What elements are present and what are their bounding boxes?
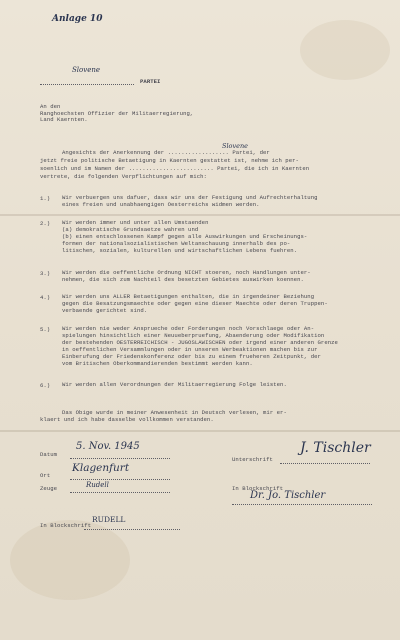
item-line: Einberufung der Friedenskonferenz oder bis zu einem frueheren Zeitpunkt, der: [62, 353, 321, 360]
item-line: Wir werden nie weder Ansprueche oder Forderungen noch Vorschlaege oder An-: [62, 325, 315, 332]
paper-stain: [10, 520, 130, 600]
intro-party-handwritten: Slovene: [222, 142, 248, 150]
header-party-handwritten: Slovene: [72, 66, 100, 74]
item-line: (a) demokratische Grundsaetze wahren und: [62, 226, 199, 233]
date-label: Datum: [40, 451, 58, 458]
intro-line: jetzt freie politische Betaetigung in Kaernten gestattet ist, nehme ich per-: [40, 157, 299, 164]
item-line: spielungen hinsichtlich einer Neuueberpruefung, Abaenderung oder Modifikation: [62, 332, 325, 339]
witness-line: [70, 492, 170, 493]
signature-line: [280, 463, 370, 464]
item-line: Wir verbuergen uns dafuer, dass wir uns der Festigung und Aufrechterhaltung: [62, 194, 318, 201]
item-number: 5.): [40, 326, 51, 333]
signer-signature: J. Tischler: [300, 440, 371, 456]
item-line: vom Britischen Oberkommandierenden bestimmt werden kann.: [62, 360, 253, 367]
witness-signature: Rudell: [86, 481, 109, 489]
item-number: 2.): [40, 220, 51, 227]
paper-fold: [0, 430, 400, 432]
item-line: verbaende gerichtet sind.: [62, 307, 148, 314]
recipient-line: Land Kaernten.: [40, 116, 88, 124]
recipient-line: Ranghoechsten Offizier der Militaerregierung,: [40, 109, 194, 117]
block-letters-label: In Blockschrift: [40, 522, 92, 529]
header-party-word: PARTEI: [140, 78, 161, 85]
item-line: der bestehenden OESTERREICHISCH - JUGOSLAWISCHEN oder irgend einer anderen Grenze: [62, 339, 338, 346]
item-line: formen der nationalsozialistischen Weltanschauung innerhalb des po-: [62, 240, 291, 247]
intro-line: Angesichts der Anerkennung der .................. Partei, der: [62, 149, 270, 156]
intro-line: soenlich und im Namen der ......................... Partei, die ich in Kaernten: [40, 165, 310, 172]
item-line: Wir werden immer und unter allen Umstaenden: [62, 219, 209, 226]
item-line: nehmen, die sich zum Nachteil des besetzten Gebietes auswirken koennen.: [62, 276, 304, 283]
block-letters-label: In Blockschrift: [232, 485, 284, 492]
signature-label: Unterschrift: [232, 456, 273, 463]
item-number: 4.): [40, 294, 51, 301]
closing-line: klaert und ich habe dasselbe vollkommen verstanden.: [40, 416, 214, 423]
item-number: 1.): [40, 195, 51, 202]
item-line: Wir werden allen Verordnungen der Militaerregierung Folge leisten.: [62, 381, 287, 388]
item-line: eines freien und unabhaengigen Oesterreichs widmen werden.: [62, 201, 260, 208]
date-value: 5. Nov. 1945: [76, 441, 140, 452]
signer-block-letters: Dr. Jo. Tischler: [250, 490, 326, 501]
witness-block-letters: RUDELL: [92, 515, 126, 524]
block-letters-line: [232, 504, 372, 505]
item-line: litischen, sozialen, kulturellen und wirtschaftlichen Lebens fuehren.: [62, 247, 298, 254]
block-letters-line: [84, 529, 180, 530]
item-line: in oeffentlichen Versammlungen oder in unseren Werbeaktionen machen bis zur: [62, 346, 318, 353]
item-number: 3.): [40, 270, 51, 277]
paper-fold: [0, 214, 400, 216]
place-line: [70, 479, 170, 480]
closing-line: Das Obige wurde in meiner Anwesenheit in Deutsch verlesen, mir er-: [62, 409, 287, 416]
witness-label: Zeuge: [40, 485, 58, 492]
recipient-line: An den: [40, 103, 61, 110]
annex-label: Anlage 10: [52, 14, 103, 24]
item-line: Wir werden uns ALLER Betaetigungen enthalten, die in irgendeiner Beziehung: [62, 293, 315, 300]
item-line: gegen die Besatzungsmaechte oder gegen eine dieser Maechte oder deren Truppen-: [62, 300, 328, 307]
intro-line: vertrete, die folgenden Verpflichtungen auf mich:: [40, 173, 207, 180]
paper-stain: [300, 20, 390, 80]
place-label: Ort: [40, 472, 51, 479]
item-number: 6.): [40, 382, 51, 389]
date-line: [70, 458, 170, 459]
place-value: Klagenfurt: [72, 462, 130, 474]
item-line: Wir werden die oeffentliche Ordnung NICHT stoeren, noch Handlungen unter-: [62, 269, 311, 276]
party-name-line: [40, 84, 134, 85]
item-line: (b) einen entschlossenen Kampf gegen alle Auswirkungen und Erscheinungs-: [62, 233, 308, 240]
